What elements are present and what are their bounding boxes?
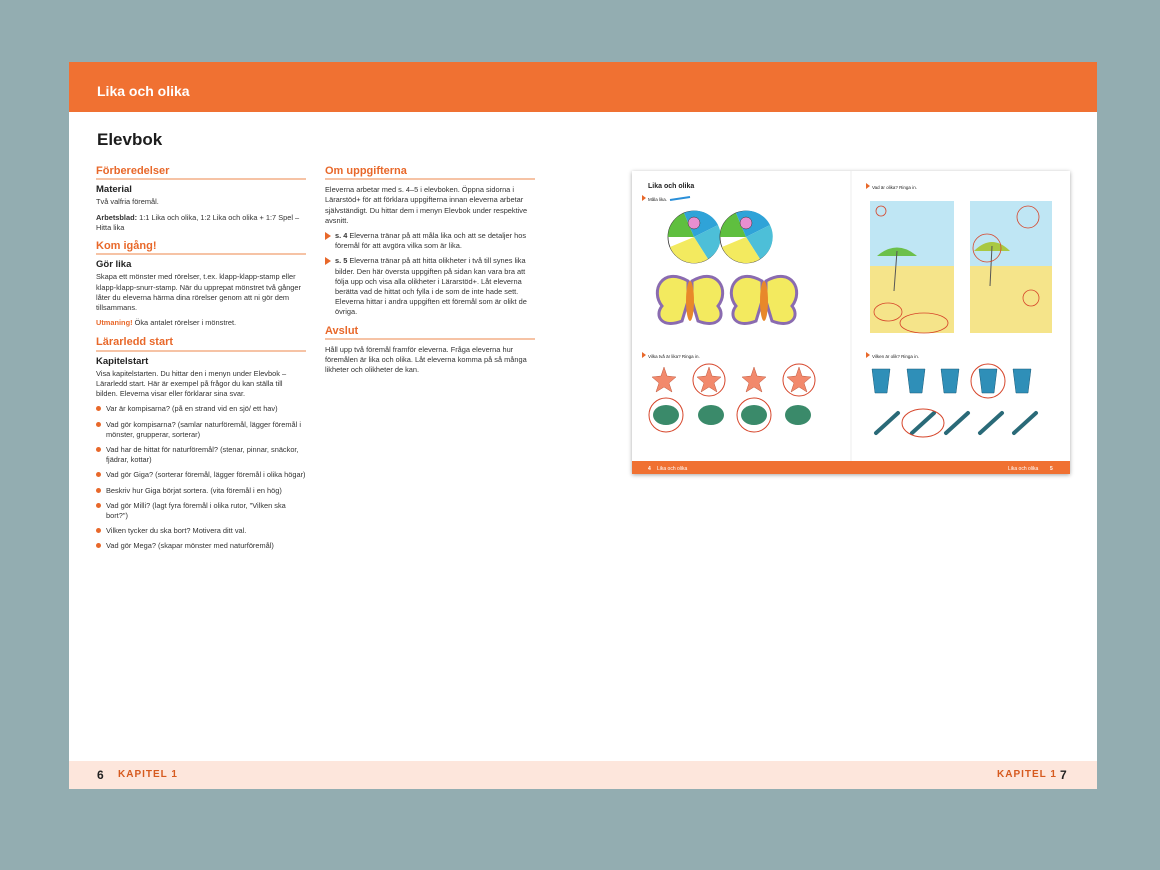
utmaning-label: Utmaning! [96,318,133,328]
left-column [96,166,306,557]
list-item: Vad gör Giga? (sorterar föremål, lägger föremål i olika högar) [96,470,306,480]
starfish-icon [652,367,811,392]
header-title: Lika och olika [97,83,190,99]
utmaning-paragraph [96,318,306,328]
list-item: Var är kompisarna? (på en strand vid en sjö/ ett hav) [96,404,306,414]
butterfly-icon [657,276,722,323]
arbetsblad-label: Arbetsblad: [96,212,138,222]
beach-scene-image [970,201,1052,333]
page-title: Elevbok [97,130,163,149]
beach-ball-icon [668,211,721,263]
thumbnail-artwork [632,171,1070,474]
thumb-task2: Vad är olika? Ringa in. [872,185,917,190]
task-text: Eleverna tränar på att måla lika och att se detaljer hos föremål för att avgöra vilka som är lika. [335,231,527,251]
thumb-task3: Vilka två är lika? Ringa in. [648,354,700,359]
task-item-s4 [325,231,535,251]
book-spread [69,62,1097,789]
utmaning-text: Öka antalet rörelser i mönstret. [132,318,237,328]
feather-icon [876,413,1036,433]
thumb-footer-right-num: 5 [1050,466,1053,472]
right-page-number: 7 [1060,768,1067,782]
gor-lika-heading: Gör lika [96,259,132,271]
left-chapter-label: KAPITEL 1 [118,769,178,780]
thumb-footer-left-num: 4 [648,466,651,472]
task-list [325,231,535,318]
avslut-text: Håll upp två föremål framför eleverna. Fråga eleverna hur föremålen är lika och olika. Låt eleverna komma på så många likheter och olikheter de kan. [325,344,527,375]
section-heading-forberedelser: Förberedelser [96,166,306,180]
section-heading-kom-igang: Kom igång! [96,241,306,255]
thumb-task1: Måla lika. [648,197,668,202]
beach-ball-icon [720,211,773,263]
task-label: s. 4 [335,231,348,241]
thumb-task4: Vilken är olik? Ringa in. [872,354,919,359]
om-uppgifterna-text: Eleverna arbetar med s. 4–5 i elevboken. Öppna sidorna i Lärarstöd+ för att förklara uppgifterna innan eleverna arbetar självständigt. Du hittar dem i menyn Elevbok under respektive avsnitt. [325,185,528,225]
list-item: Vad gör Mega? (skapar mönster med naturföremål) [96,541,306,551]
lararledd-text: Visa kapitelstarten. Du hittar den i menyn under Elevbok – Lärarledd start. Här är exempel på frågor du kan ställa till bilden. Eleverna visar eller förklarar sina svar. [96,368,287,399]
fish-icon [653,405,811,425]
material-heading: Material [96,184,132,196]
thumb-footer-left-text: Lika och olika [657,466,688,472]
question-list [96,404,306,551]
section-heading-avslut: Avslut [325,326,535,340]
beach-scene-image [870,201,954,333]
middle-column [325,166,535,380]
task-item-s5 [325,256,535,317]
left-page-number: 6 [97,768,104,782]
task-label: s. 5 [335,256,348,266]
list-item: Vilken tycker du ska bort? Motivera ditt val. [96,526,306,536]
kom-igang-text: Skapa ett mönster med rörelser, t.ex. klapp-klapp-stamp eller klapp-klapp-snurr-stamp. När du upprepat mönstret två gånger låter du eleverna härma dina rörelser genom att ni gör dem tillsammans. [96,272,301,313]
bucket-icon [872,369,1031,393]
task-text: Eleverna tränar på att hitta olikheter i två till synes lika bilder. Den här översta uppgiften på sidan kan vara bra att följa upp och visa alla olikheter i Lärarstöd+. Låt eleverna berätta vad de hittat och fylla i de som de inte hade sett. Eleverna hittar i andra uppgiften ett föremål som är olikt de övriga. [335,256,527,317]
list-item: Vad gör kompisarna? (samlar naturföremål, lägger föremål i mönster, grupperar, sorterar) [96,420,306,440]
arbetsblad-paragraph [96,213,306,233]
kapitelstart-heading: Kapitelstart [96,355,149,367]
section-heading-om-uppgifterna: Om uppgifterna [325,166,535,180]
butterfly-icon [731,276,796,323]
header-bar [69,62,1097,112]
material-text: Två valfria föremål. [96,197,159,207]
section-heading-lararledd: Lärarledd start [96,337,306,351]
student-book-thumbnail[interactable] [632,171,1070,474]
footer-bar [69,761,1097,789]
right-chapter-label: KAPITEL 1 [997,769,1057,780]
list-item: Vad gör Milli? (lagt fyra föremål i olika rutor, "Vilken ska bort?") [96,501,306,521]
arbetsblad-text: 1:1 Lika och olika, 1:2 Lika och olika + 1:7 Spel – Hitta lika [96,212,300,232]
list-item: Beskriv hur Giga börjat sortera. (vita föremål i en hög) [96,486,306,496]
thumb-title: Lika och olika [648,183,695,190]
thumb-footer-right-text: Lika och olika [1008,466,1039,472]
list-item: Vad har de hittat för naturföremål? (stenar, pinnar, snäckor, fjädrar, kottar) [96,445,306,465]
